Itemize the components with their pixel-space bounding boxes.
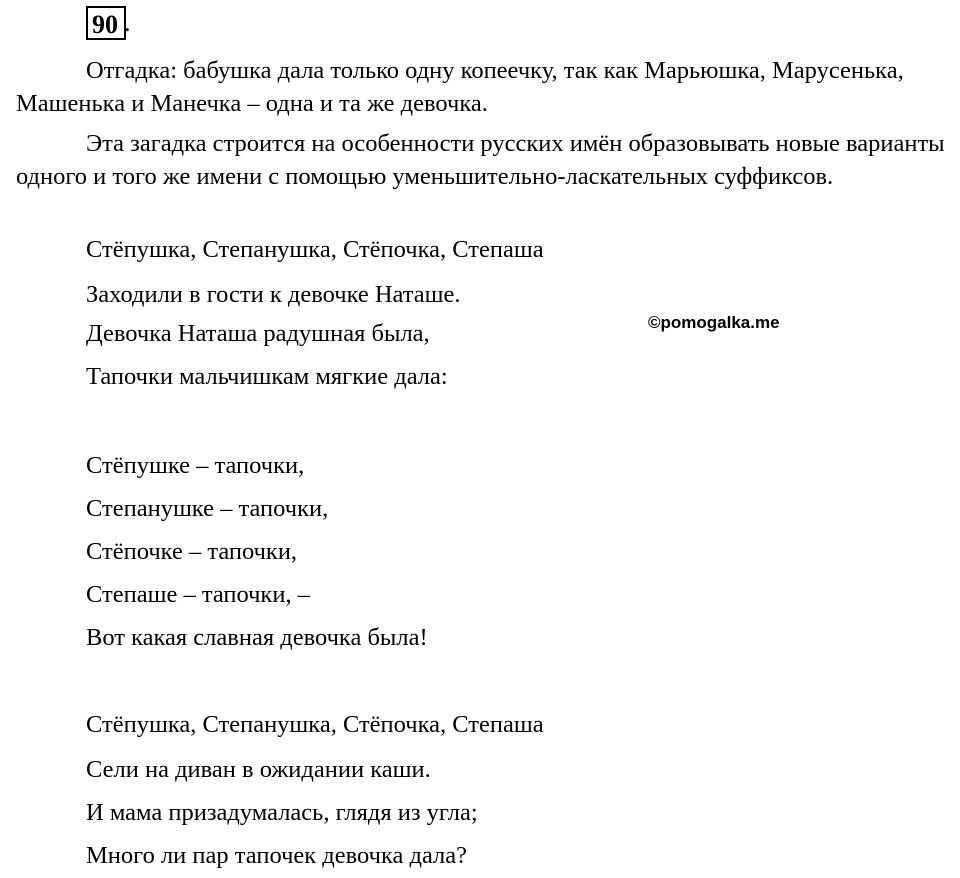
poem-line: Тапочки мальчишкам мягкие дала: bbox=[86, 363, 448, 390]
poem-line: Стёпочке – тапочки, bbox=[86, 538, 298, 565]
answer-paragraph: Отгадка: бабушка дала только одну копеечку, так как Марьюшка, Марусенька, Машенька и Манечка – одна и та же девочка. bbox=[16, 57, 904, 117]
poem-line: Стёпушка, Степанушка, Стёпочка, Степаша bbox=[86, 236, 544, 263]
poem-line: Сели на диван в ожидании каши. bbox=[86, 756, 431, 783]
poem-line: Степанушке – тапочки, bbox=[86, 495, 329, 522]
poem-line: Стёпушке – тапочки, bbox=[86, 452, 305, 479]
exercise-number-dot: . bbox=[124, 8, 131, 37]
exercise-number: 90 bbox=[92, 10, 118, 39]
poem-line: Девочка Наташа радушная была, bbox=[86, 320, 430, 347]
watermark: ©pomogalka.me bbox=[648, 313, 780, 332]
poem-line: И мама призадумалась, глядя из угла; bbox=[86, 799, 478, 826]
poem-line: Много ли пар тапочек девочка дала? bbox=[86, 842, 468, 869]
poem-line: Стёпушка, Степанушка, Стёпочка, Степаша bbox=[86, 711, 544, 738]
poem-line: Степаше – тапочки, – bbox=[86, 581, 310, 608]
poem-line: Заходили в гости к девочке Наташе. bbox=[86, 281, 461, 308]
explanation-paragraph: Эта загадка строится на особенности русских имён образовывать новые варианты одного и того же имени с помощью уменьшительно-ласкательных суффиксов. bbox=[16, 130, 945, 190]
poem-line: Вот какая славная девочка была! bbox=[86, 624, 428, 651]
exercise-number-box bbox=[86, 6, 126, 40]
